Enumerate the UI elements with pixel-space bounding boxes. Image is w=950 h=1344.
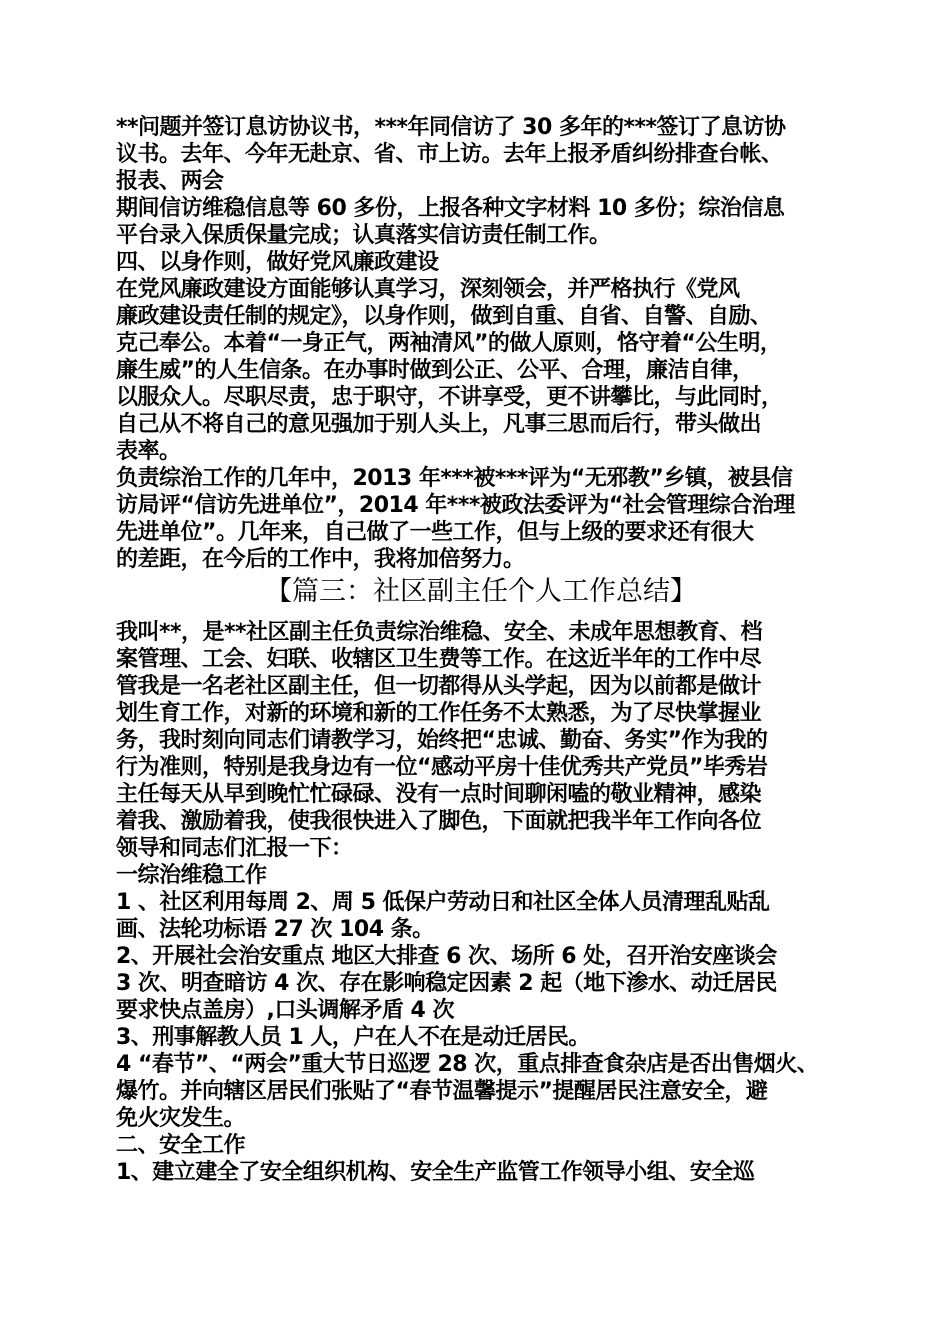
text-line: 廉生威”的人生信条。在办事时做到公正、公平、合理，廉洁自律， <box>116 358 754 383</box>
text-line: 访局评“信访先进单位”，2014 年***被政法委评为“社会管理综合治理 <box>116 493 795 518</box>
text-line: 3、刑事解教人员 1 人，户在人不在是动迁居民。 <box>116 1025 590 1050</box>
text-line: 议书。去年、今年无赴京、省、市上访。去年上报矛盾纠纷排查台帐、 <box>116 142 783 167</box>
text-line: 报表、两会 <box>116 169 224 194</box>
text-line: 在党风廉政建设方面能够认真学习，深刻领会，并严格执行《党风 <box>116 277 740 302</box>
text-line: 1 、社区利用每周 2、周 5 低保户劳动日和社区全体人员清理乱贴乱 <box>116 890 770 915</box>
text-line: 画、法轮功标语 27 次 104 条。 <box>116 917 434 942</box>
text-line: 管我是一名老社区副主任，但一切都得从头学起，因为以前都是做计 <box>116 674 762 699</box>
text-line: 的差距，在今后的工作中，我将加倍努力。 <box>116 547 525 572</box>
text-line: 4 “春节”、“两会”重大节日巡逻 28 次，重点排查食杂店是否出售烟火、 <box>116 1052 819 1077</box>
text-line: 案管理、工会、妇联、收辖区卫生费等工作。在这近半年的工作中尽 <box>116 647 762 672</box>
text-line: 二、安全工作 <box>116 1133 246 1158</box>
text-line: 划生育工作，对新的环境和新的工作任务不太熟悉，为了尽快掌握业 <box>116 701 762 726</box>
text-line: 2、开展社会治安重点 地区大排查 6 次、场所 6 处，召开治安座谈会 <box>116 944 777 969</box>
text-line: 要求快点盖房）,口头调解矛盾 4 次 <box>116 998 454 1023</box>
document-page <box>116 114 846 1186</box>
text-line: 自己从不将自己的意见强加于别人头上，凡事三思而后行，带头做出 <box>116 412 762 437</box>
text-line: 表率。 <box>116 439 181 464</box>
text-line: 先进单位”。几年来，自己做了一些工作，但与上级的要求还有很大 <box>116 520 754 545</box>
text-line: 一综治维稳工作 <box>116 863 267 888</box>
text-line: 3 次、明查暗访 4 次、存在影响稳定因素 2 起（地下渗水、动迁居民 <box>116 971 777 996</box>
text-line: 1、建立建全了安全组织机构、安全生产监管工作领导小组、安全巡 <box>116 1160 755 1185</box>
text-line: 务，我时刻向同志们请教学习，始终把“忠诚、勤奋、务实”作为我的 <box>116 728 768 753</box>
text-line: 着我、激励着我，使我很快进入了脚色，下面就把我半年工作向各位 <box>116 809 762 834</box>
text-line: 负责综治工作的几年中，2013 年***被***评为“无邪教”乡镇，被县信 <box>116 466 793 491</box>
text-line: 主任每天从早到晚忙忙碌碌、没有一点时间聊闲嗑的敬业精神，感染 <box>116 782 762 807</box>
section-part-three-body <box>116 619 846 1186</box>
text-line: 廉政建设责任制的规定》，以身作则，做到自重、自省、自警、自励、 <box>116 304 772 329</box>
text-line: 领导和同志们汇报一下： <box>116 836 353 861</box>
text-line: 期间信访维稳信息等 60 多份，上报各种文字材料 10 多份；综治信息 <box>116 196 785 221</box>
text-line: 免火灾发生。 <box>116 1106 246 1131</box>
text-line: 平台录入保质保量完成；认真落实信访责任制工作。 <box>116 223 611 248</box>
section-heading: 【篇三：社区副主任个人工作总结】 <box>265 576 697 607</box>
text-line: 爆竹。并向辖区居民们张贴了“春节温馨提示”提醒居民注意安全，避 <box>116 1079 768 1104</box>
text-line: 四、以身作则，做好党风廉政建设 <box>116 250 439 275</box>
text-line: **问题并签订息访协议书，***年同信访了 30 多年的***签订了息访协 <box>116 115 786 140</box>
spacer <box>116 611 846 619</box>
section-part-two-conclusion <box>116 114 846 573</box>
text-line: 克己奉公。本着“一身正气，两袖清风”的做人原则，恪守着“公生明， <box>116 331 782 356</box>
text-line: 行为准则，特别是我身边有一位“感动平房十佳优秀共产党员”毕秀岩 <box>116 755 768 780</box>
text-line: 以服众人。尽职尽责，忠于职守，不讲享受，更不讲攀比，与此同时， <box>116 385 783 410</box>
text-line: 我叫**，是**社区副主任负责综治维稳、安全、未成年思想教育、档 <box>116 620 763 645</box>
